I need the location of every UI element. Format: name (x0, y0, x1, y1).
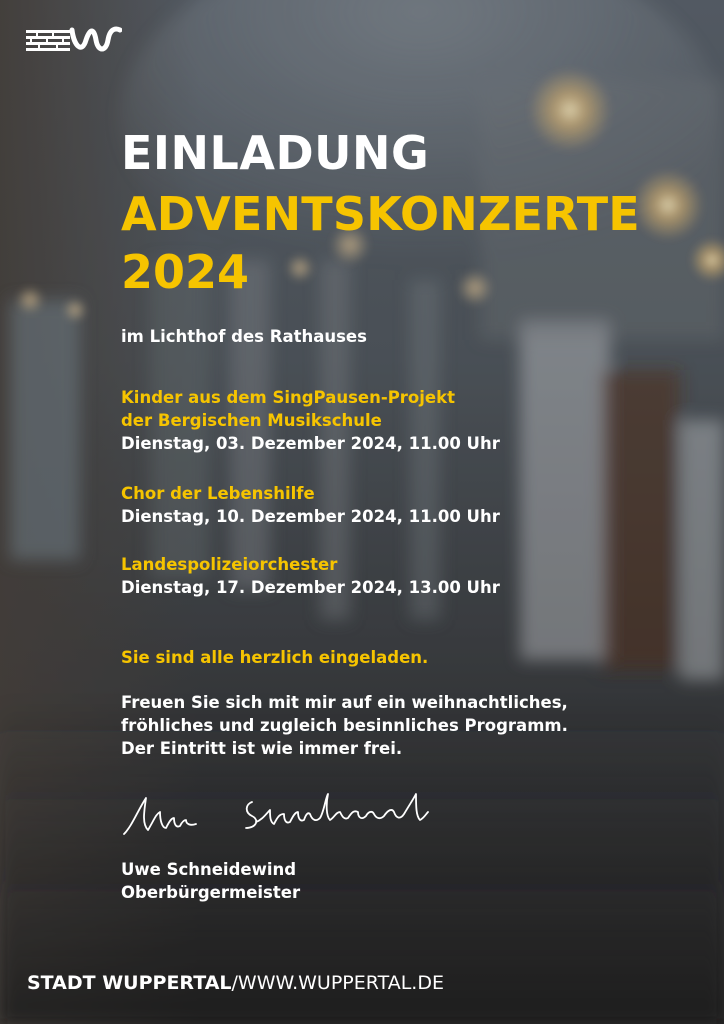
event-2 (121, 482, 500, 528)
footer (27, 971, 444, 995)
wuppertal-city-logo-icon (26, 26, 122, 58)
event-1-performer-cont: der Bergischen Musikschule (121, 411, 382, 430)
heading-einladung: EINLADUNG (121, 126, 430, 180)
signer-block (121, 858, 300, 904)
signer-name: Uwe Schneidewind (121, 860, 297, 879)
event-1 (121, 386, 500, 455)
venue-text: im Lichthof des Rathauses (121, 327, 367, 346)
footer-org: STADT WUPPERTAL (27, 972, 232, 994)
invitation-text: Sie sind alle herzlich eingeladen. (121, 648, 429, 667)
heading-adventskonzerte: ADVENTSKONZERTE (121, 187, 640, 241)
closing-paragraph (121, 691, 568, 760)
closing-line-3: Der Eintritt ist wie immer frei. (121, 739, 403, 758)
event-3-date: Dienstag, 17. Dezember 2024, 13.00 Uhr (121, 578, 500, 597)
event-1-performer: Kinder aus dem SingPausen-Projekt (121, 388, 455, 407)
closing-line-2: fröhliches und zugleich besinnliches Programm. (121, 716, 568, 735)
signer-title: Oberbürgermeister (121, 883, 301, 902)
closing-line-1: Freuen Sie sich mit mir auf ein weihnachtliches, (121, 693, 568, 712)
event-1-date: Dienstag, 03. Dezember 2024, 11.00 Uhr (121, 434, 500, 453)
event-2-date: Dienstag, 10. Dezember 2024, 11.00 Uhr (121, 507, 500, 526)
footer-separator: / (231, 972, 238, 994)
event-2-performer: Chor der Lebenshilfe (121, 484, 315, 503)
event-3 (121, 553, 500, 599)
handwritten-signature (120, 790, 450, 846)
event-3-performer: Landespolizeiorchester (121, 555, 338, 574)
footer-url-link[interactable]: WWW.WUPPERTAL.DE (237, 972, 444, 994)
heading-year: 2024 (121, 245, 250, 299)
